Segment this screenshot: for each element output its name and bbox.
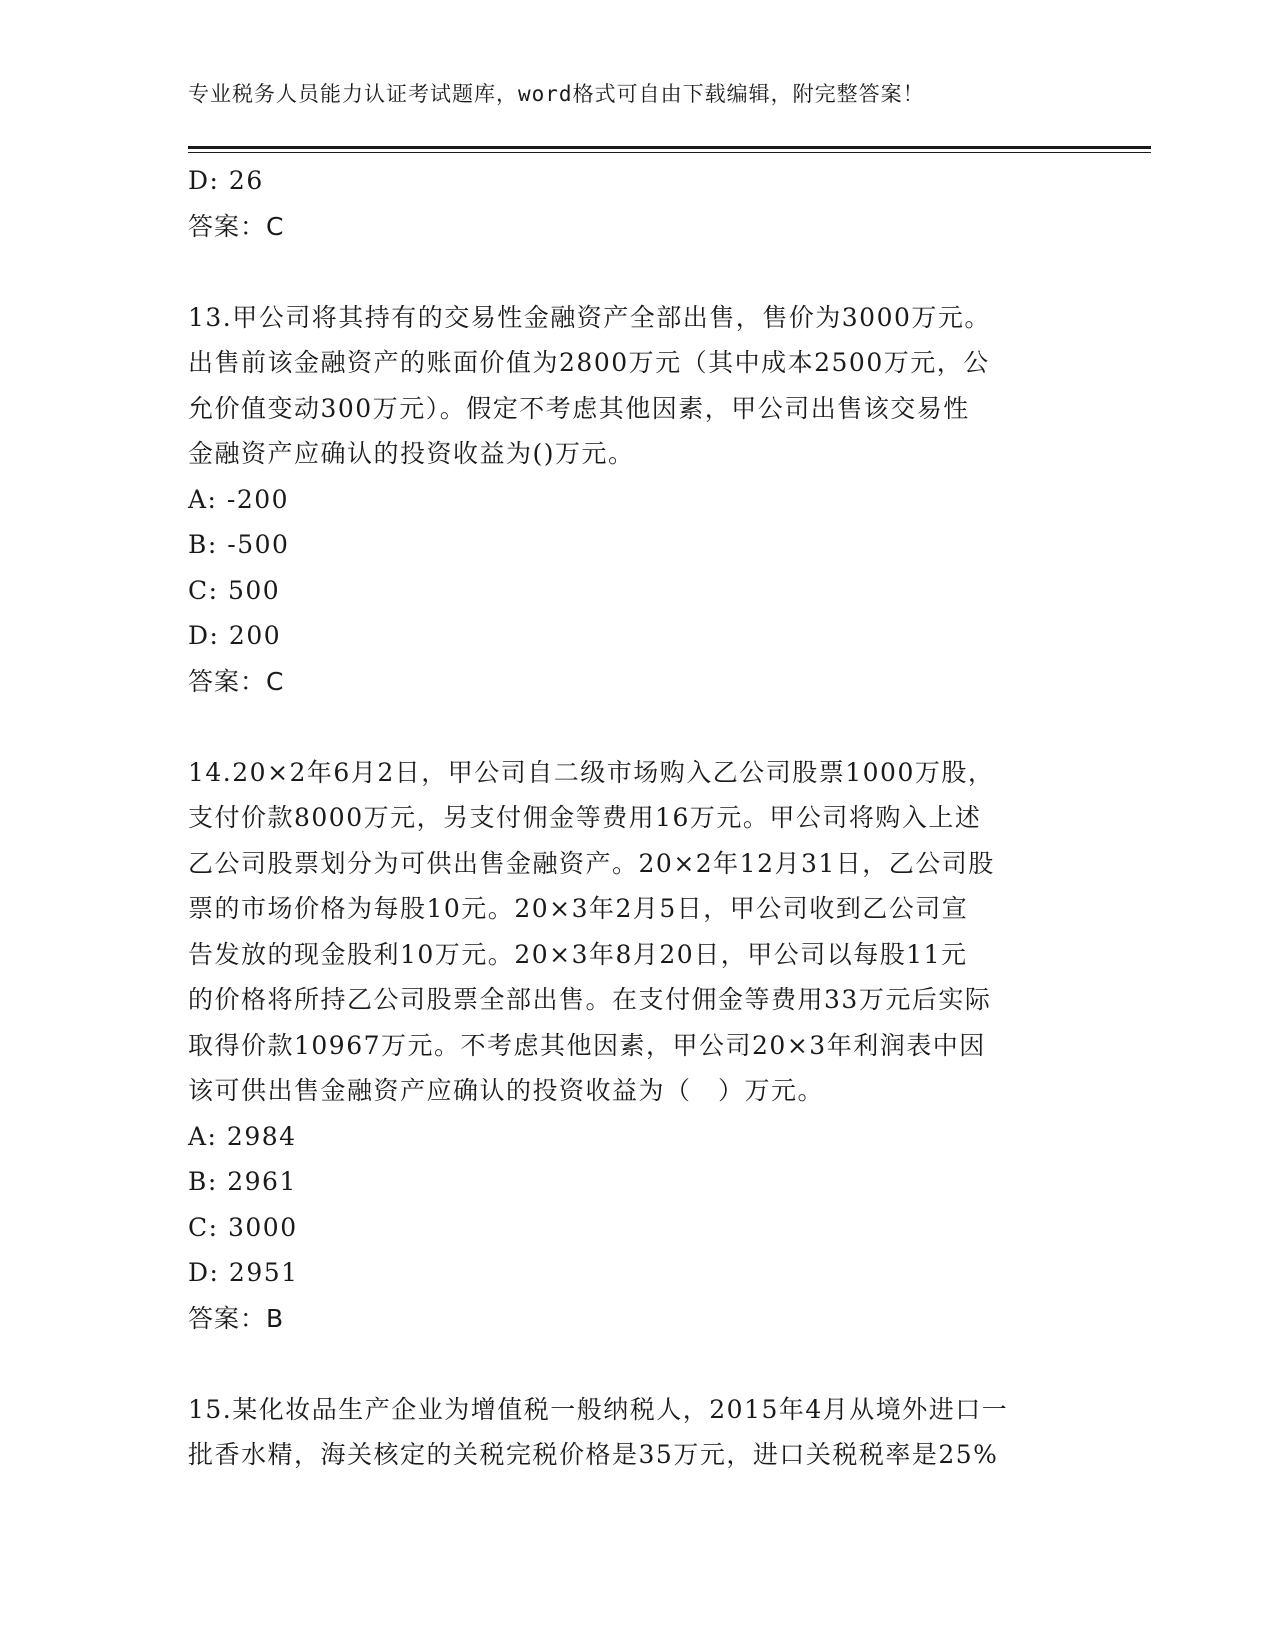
option-line: D: 2951 [188, 1258, 299, 1287]
question-line: 批香水精，海关核定的关税完税价格是35万元，进口关税税率是25% [188, 1440, 999, 1469]
question-block-13 [188, 295, 1088, 705]
question-line: 取得价款10967万元。不考虑其他因素，甲公司20×3年利润表中因 [188, 1030, 986, 1060]
option-line: C: 500 [188, 575, 281, 605]
option-line: A: -200 [188, 484, 290, 514]
option-line: A: 2984 [188, 1121, 297, 1151]
block-spacer [188, 704, 1088, 750]
answer-line: 答案：C [188, 666, 285, 696]
question-block-15 [188, 1387, 1088, 1478]
question-line: 15.某化妆品生产企业为增值税一般纳税人，2015年4月从境外进口一 [188, 1394, 1009, 1424]
question-line: 乙公司股票划分为可供出售金融资产。20×2年12月31日，乙公司股 [188, 848, 995, 878]
question-block-14 [188, 750, 1088, 1342]
answer-line: 答案：C [188, 211, 285, 241]
question-line: 该可供出售金融资产应确认的投资收益为（ ）万元。 [188, 1076, 825, 1105]
question-block-12 [188, 158, 1088, 249]
option-line: D: 26 [188, 166, 264, 195]
page-header: 专业税务人员能力认证考试题库，word格式可自由下载编辑，附完整答案！ [188, 82, 925, 106]
block-spacer [188, 249, 1088, 295]
question-line: 支付价款8000万元，另支付佣金等费用16万元。甲公司将购入上述 [188, 803, 982, 832]
option-line: B: 2961 [188, 1167, 297, 1196]
header-rule-thin [188, 152, 1151, 153]
header-rule-thick [188, 146, 1151, 149]
option-line: D: 200 [188, 621, 282, 650]
question-line: 出售前该金融资产的账面价值为2800万元（其中成本2500万元，公 [188, 348, 990, 377]
question-line: 的价格将所持乙公司股票全部出售。在支付佣金等费用33万元后实际 [188, 985, 992, 1014]
question-line: 金融资产应确认的投资收益为()万元。 [188, 439, 635, 468]
answer-line: 答案：B [188, 1303, 285, 1333]
block-spacer [188, 1341, 1088, 1387]
option-line: B: -500 [188, 530, 290, 559]
question-line: 13.甲公司将其持有的交易性金融资产全部出售，售价为3000万元。 [188, 302, 991, 332]
question-line: 告发放的现金股利10万元。20×3年8月20日，甲公司以每股11元 [188, 939, 968, 969]
option-line: C: 3000 [188, 1212, 298, 1242]
question-line: 14.20×2年6月2日，甲公司自二级市场购入乙公司股票1000万股， [188, 757, 995, 787]
question-line: 票的市场价格为每股10元。20×3年2月5日，甲公司收到乙公司宣 [188, 894, 969, 923]
question-content [188, 158, 1088, 1478]
question-line: 允价值变动300万元）。假定不考虑其他因素，甲公司出售该交易性 [188, 393, 970, 423]
